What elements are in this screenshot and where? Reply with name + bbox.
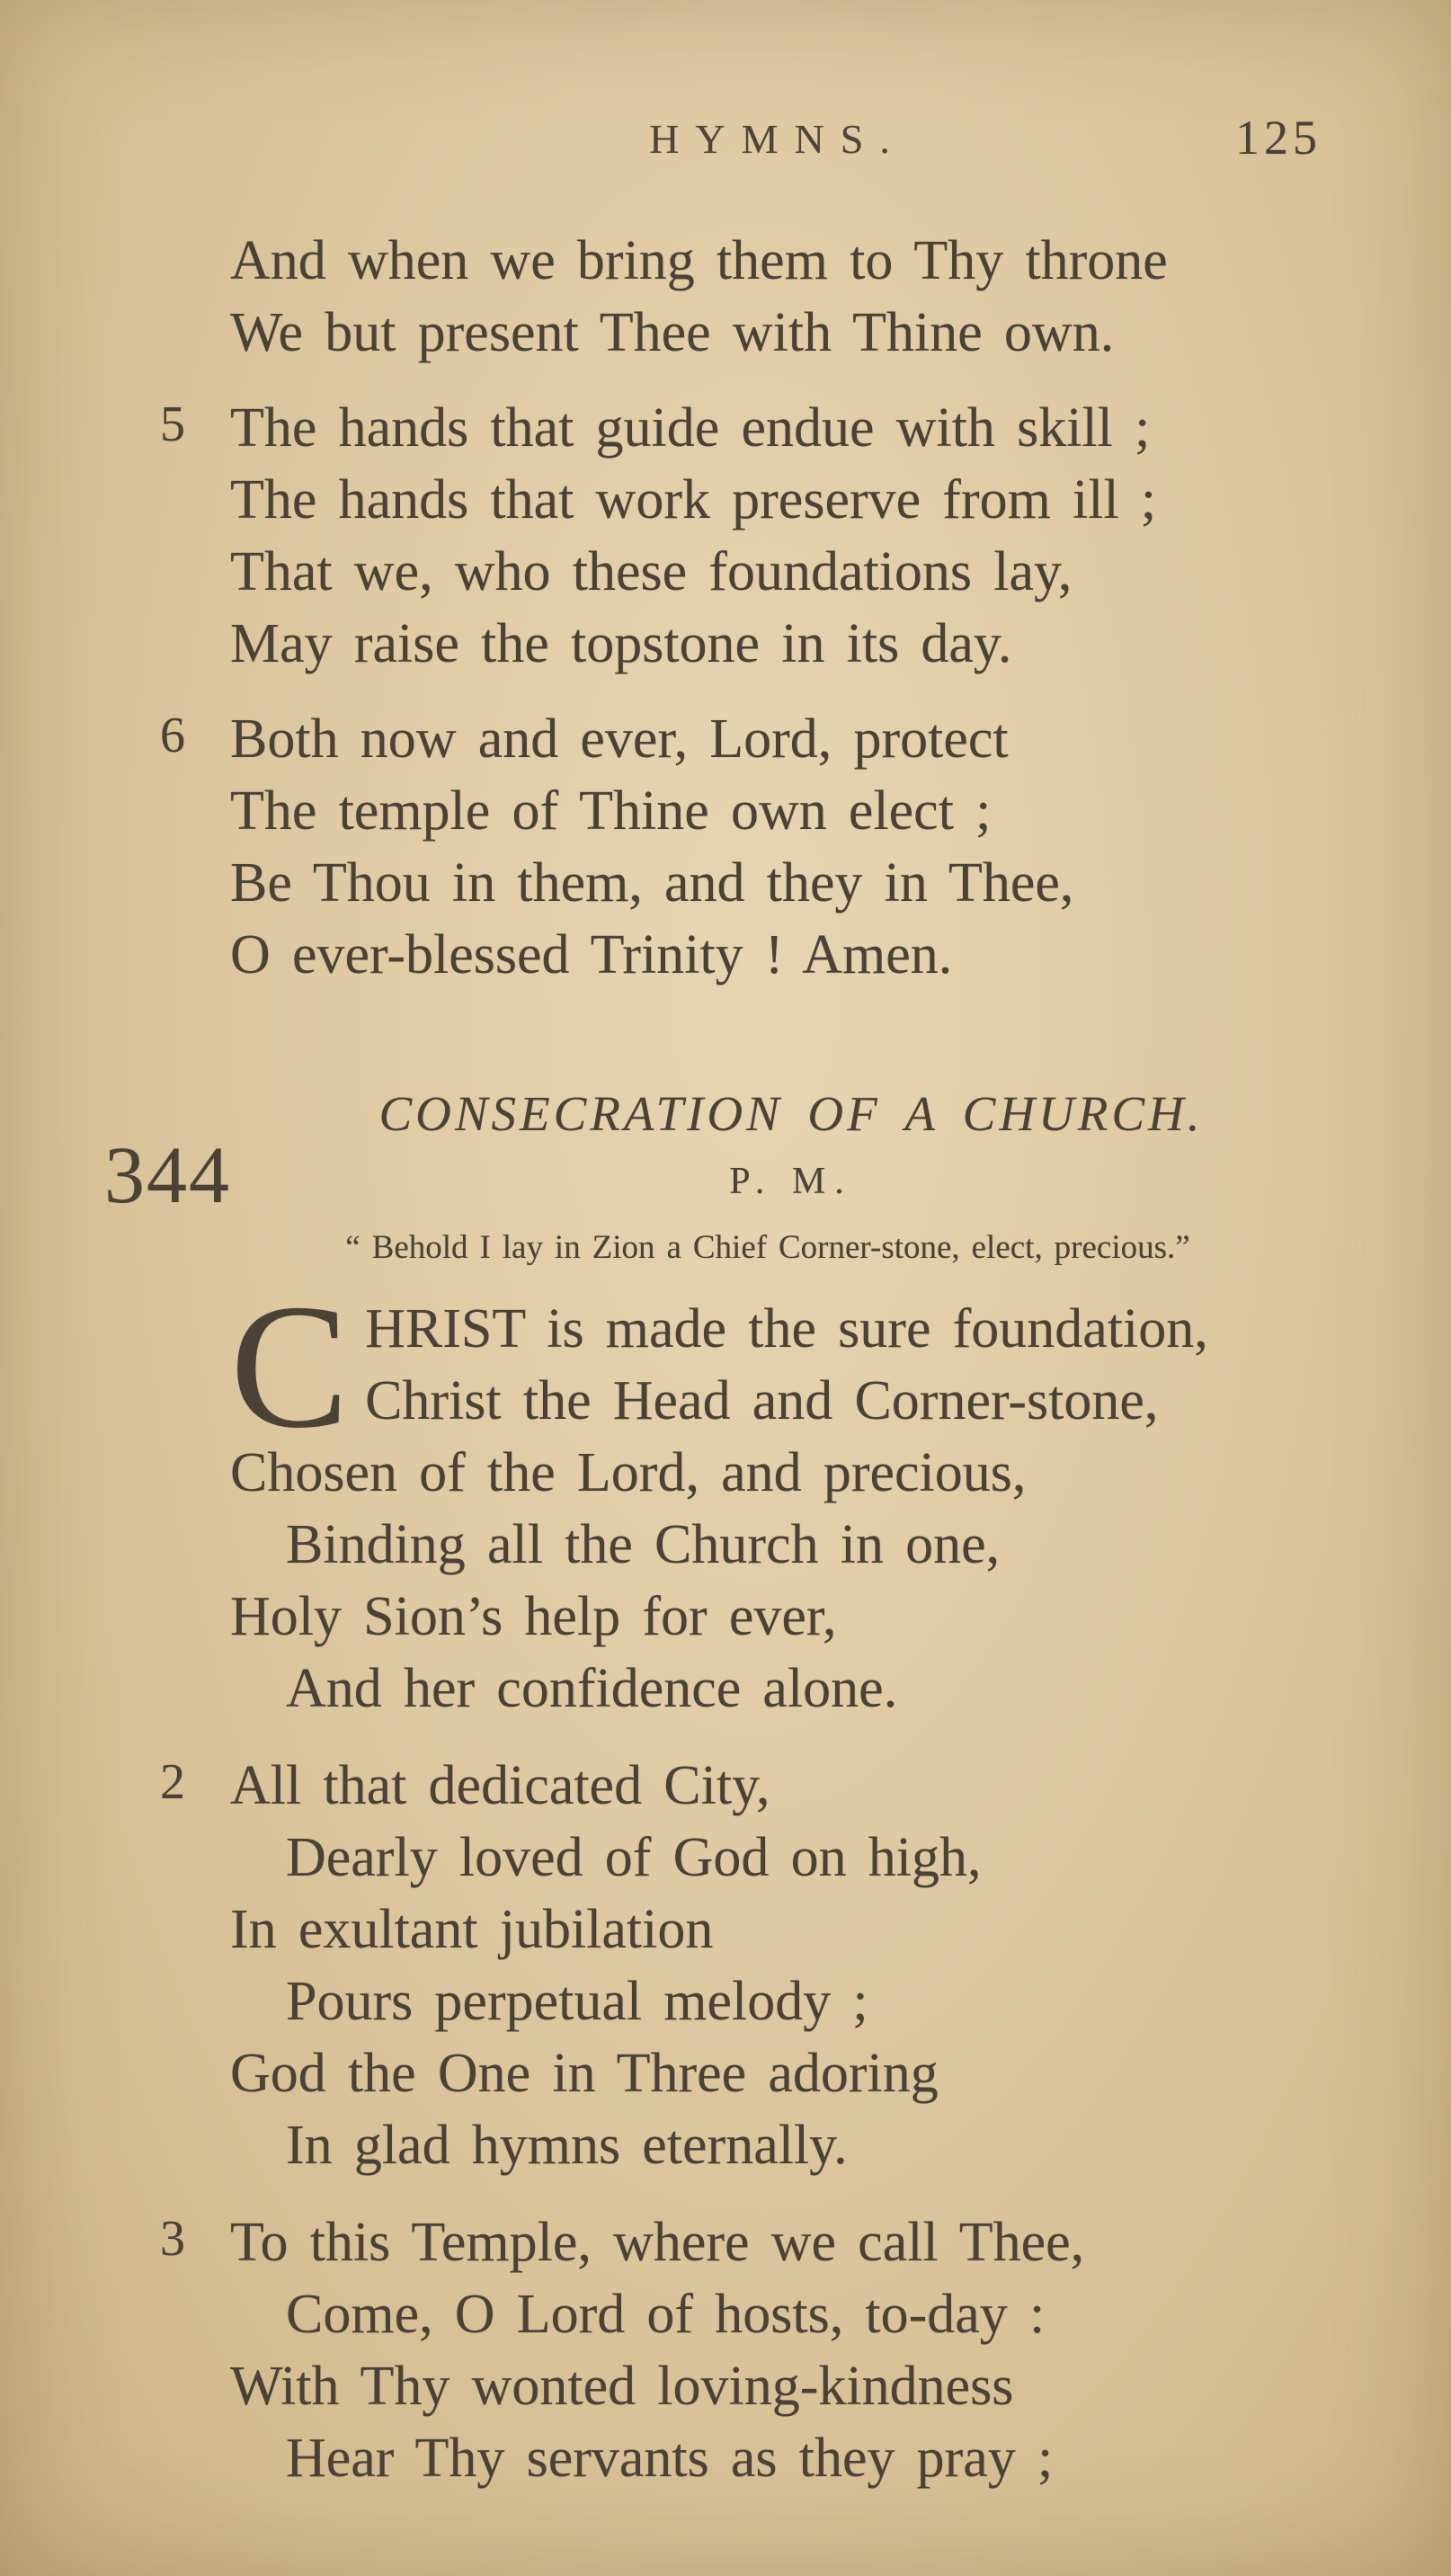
- stanza-6: [160, 703, 1352, 991]
- page-content: [104, 225, 1352, 2494]
- verse-line: In glad hymns eternally.: [286, 2115, 848, 2176]
- verse-line: All that dedicated City,: [230, 1755, 770, 1816]
- stanza-number: 5: [160, 397, 185, 452]
- verse-line: God the One in Three adoring: [230, 2043, 939, 2104]
- stanza-number: 6: [160, 708, 185, 763]
- verse-line: We but present Thee with Thine own.: [230, 302, 1115, 363]
- stanza-continuation: [230, 225, 1352, 369]
- stanza-number: 2: [160, 1754, 185, 1810]
- verse-line: O ever-blessed Trinity ! Amen.: [230, 924, 953, 985]
- running-title: HYMNS.: [649, 116, 906, 162]
- stanza-1: [230, 1268, 1352, 1725]
- verse-line: Holy Sion’s help for ever,: [230, 1586, 837, 1647]
- verse-line: Both now and ever, Lord, protect: [230, 709, 1009, 770]
- section-heading: CONSECRATION OF A CHURCH.: [378, 1086, 1204, 1141]
- verse-line: With Thy wonted loving-kindness: [230, 2356, 1014, 2417]
- page-header: [230, 111, 1325, 178]
- verse-line: And when we bring them to Thy throne: [230, 230, 1168, 291]
- verse-line: Binding all the Church in one,: [286, 1514, 1001, 1575]
- verse-line: HRIST is made the sure foundation,: [365, 1298, 1208, 1359]
- verse-line: The temple of Thine own elect ;: [230, 780, 992, 842]
- verse-line: That we, who these foundations lay,: [230, 541, 1073, 602]
- hymn-epigraph: “ Behold I lay in Zion a Chief Corner-stone, elect, precious.”: [345, 1229, 1190, 1266]
- verse-line: The hands that guide endue with skill ;: [230, 397, 1151, 459]
- page-number: 125: [1235, 111, 1322, 165]
- drop-cap-initial: C: [230, 1268, 350, 1465]
- verse-line: In exultant jubilation: [230, 1899, 714, 1960]
- verse-line: Be Thou in them, and they in Thee,: [230, 852, 1074, 914]
- hymn-number: 344: [104, 1131, 231, 1220]
- verse-line: May raise the topstone in its day.: [230, 613, 1012, 674]
- stanza-number: 3: [160, 2211, 185, 2267]
- hymn-meter: P. M.: [729, 1161, 853, 1202]
- verse-line: Hear Thy servants as they pray ;: [286, 2428, 1054, 2489]
- verse-line: Come, O Lord of hosts, to-day :: [286, 2284, 1046, 2345]
- verse-line: To this Temple, where we call Thee,: [230, 2212, 1085, 2273]
- verse-line: Chosen of the Lord, and precious,: [230, 1442, 1027, 1503]
- stanza-3: [160, 2206, 1352, 2494]
- verse-line: The hands that work preserve from ill ;: [230, 469, 1157, 530]
- verse-line: Dearly loved of God on high,: [286, 1827, 982, 1888]
- verse-line: Pours perpetual melody ;: [286, 1971, 868, 2032]
- hymn-title-row: [104, 1131, 1352, 1220]
- verse-line: Christ the Head and Corner-stone,: [365, 1370, 1159, 1431]
- verse-line: And her confidence alone.: [286, 1658, 898, 1719]
- stanza-5: [160, 392, 1352, 680]
- stanza-2: [160, 1750, 1352, 2181]
